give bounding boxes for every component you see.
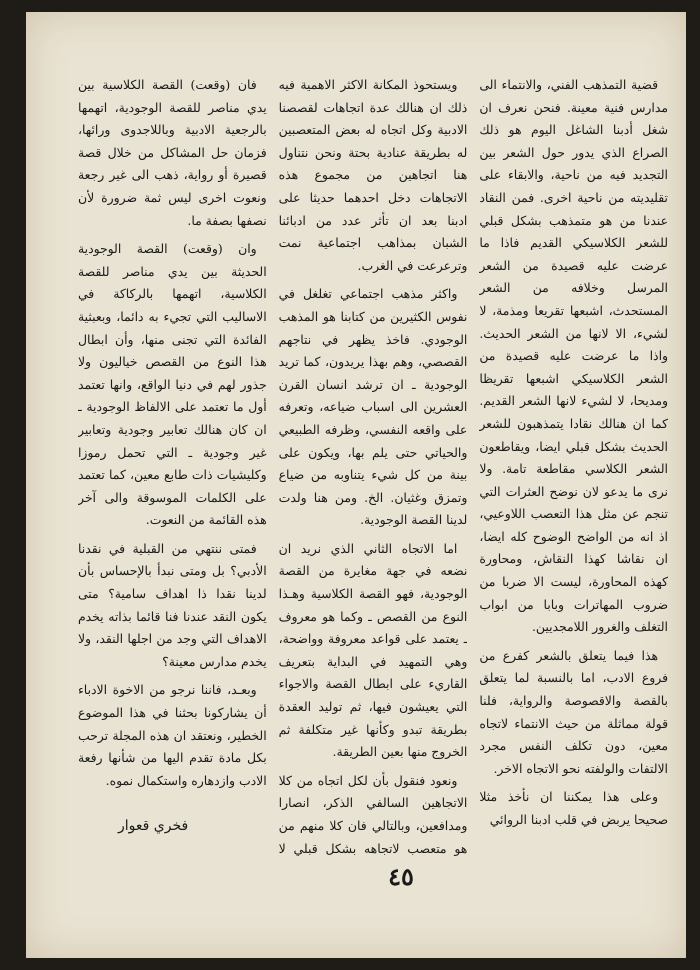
column-left [78, 74, 267, 864]
paragraph: ويستحوذ المكانة الاكثر الاهمية فيه ذلك ان هنالك عدة اتجاهات لقصصنا الادبية وكل اتجاه له بعض المتعصبين له بطريقة عنادية بحتة ونحن نتناول هنا اتجاهين من مجموع هذه الاتجاهات دخل احدهما حديثا على ادبنا بعد ان تأثر عدد من ادبائنا الشبان بمذاهب اجتماعية نمت وترعرعت في الغرب. [278, 77, 468, 273]
paragraph: اما الاتجاه الثاني الذي نريد ان نضعه في جهة مغايرة من القصة الوجودية، فهو القصة الكلاسية وهـذا النوع من القصص ـ وكما هو معروف ـ يعتمد على قواعد معروفة وواضحة، وهي التمهيد في البداية بتعريف القاريء على ابطال القصة والاجواء التي يعيشون فيها، ثم توليد العقدة بطريقة تبدو وكأنها غير متكلفة ثم الخروج منها بعين الطريقة. [278, 540, 468, 760]
column-middle [279, 74, 468, 864]
paragraph: وان (وقعت) القصة الوجودية الحديثة بين يدي مناصر للقصة الكلاسية، اتهمها بالركاكة في الاساليب التي تجيء به دائما، وبعبثية الفائدة التي تجنى منها، وأن ابطال هذا النوع من القصص خياليون ولا جذور لهم في دنيا الواقع، وانها تعتمد أول ما تعتمد على الالفاظ الوجودية ـ ان كان هنالك تعابير وجودية وتعابير غير وجودية ـ التي تحمل رموزا وكليشيات ذات طابع معين، كما تعتمد على الكلمات الموسوقة والى آخر هذه القائمة من النعوت. [77, 241, 267, 528]
paragraph: وعلى هذا يمكننا ان نأخذ مثلا صحيحا يربض في قلب ادبنا الروائي [479, 789, 668, 827]
column-right [479, 74, 668, 864]
page-number-wrapper [26, 862, 686, 891]
paragraph: قضية التمذهب الفني، والانتماء الى مدارس فنية معينة. فنحن نعرف ان شغل أدبنا الشاغل اليوم هو ذلك الصراع الذي يدور حول الشعر بين التجديد فيه من ناحية، والابقاء على تقليديته من ناحية اخرى. فمن النقاد عندنا من هو متمذهب بشكل قبلي للشعر الكلاسيكي القديم فاذا ما عرضت عليه قصيدة من الشعر المرسل وخلافه من الشعر المستحدث، اشبعها تقريعا ومذمة، لا لشيء، الا لانها من الشعر الحديث. واذا ما عرضت عليه قصيدة من الشعر الكلاسيكي اشبعها تقريظا ومديحا، لا لشيء لانها الشعر القديم. كما ان هنالك نقادا يتمذهبون للشعر الحديث بشكل قبلي ايضا، ويقاطعون الشعر الكلاسي مقاطعة تامة. ولا نرى ما يدعو لان نوضح العثرات التي تنجم عن مثل هذا التعصب اللاوعيي، اذ انه من الواضح الوضوح كله ايضا، ان نقاشا كهذا النقاش، ومحاورة كهذه المحاورة، ليست الا ضربا من ضروب المهاترات وبابا من ابواب التغلف والغرور اللامجديين. [479, 77, 668, 635]
magazine-page [26, 12, 686, 958]
author-signature: فخري قعوار [118, 818, 189, 834]
paragraph: فمتى ننتهي من القبلية في نقدنا الأدبي؟ بل ومتى نبدأ بالإحساس بأن لدينا نقدا ذا اهداف سامية؟ متى يكون النقد عندنا فنا قائما بذاته يخدم الاهداف التي وجد من اجلها النقد، ولا يخدم مدارس معينة؟ [77, 540, 267, 669]
paragraph: واكثر مذهب اجتماعي تغلغل في نفوس الكثيرين من كتابنا هو المذهب الوجودي. فاخذ يظهر في نتاجهم القصصي، وهم بهذا يريدون، كما تريد الوجودية ـ ان ترشد انسان القرن العشرين الى اسباب ضياعه، وتعرفه على واقعه النفسي، وظرفه الطبيعي والحياتي حتى يلم بها، ويكون على بينة من كل شيء يتناوبه من ضياع وتمزق وغثيان. الخ. ومن هنا ولدت لدينا القصة الوجودية. [278, 286, 468, 528]
paragraph: هذا فيما يتعلق بالشعر كفرع من فروع الادب، اما بالنسبة لما يتعلق بالقصة والاقصوصة والرواية، فلنا قولة مماثلة من حيث الانتماء لاتجاه معين، دون تكلف النفس مجرد الالتفات والولفته نحو الاتجاه الاخر. [479, 647, 668, 776]
paragraph: ونعود فنقول بأن لكل اتجاه من كلا الاتجاهين السالفي الذكر، انصارا ومدافعين، وبالتالي فان كلا منهم من هو متعصب لاتجاهه بشكل قبلي لا [278, 772, 468, 856]
text-columns [78, 74, 668, 864]
page-number: ٤٥ [388, 862, 414, 891]
paragraph: وبعـد، فاننا نرجو من الاخوة الادباء أن يشاركونا بحثنا في هذا الموضوع الخطير، ونعتقد ان هذه المجلة ترحب بكل مادة تقدم اليها من شأنها رفعة الادب وازدهاره واستكمال نموه. [77, 682, 267, 788]
paragraph: فان (وقعت) القصة الكلاسية بين يدي مناصر للقصة الوجودية، اتهمها بالرجعية الادبية وباللاجدوى ورائها، فزمان حل المشاكل من خلال قصة قصيرة أو رواية، ذهب الى غير رجعة ونعوت اخرى ليس ثمة ضرورة لأن نصفها بصفة ما. [77, 77, 267, 228]
